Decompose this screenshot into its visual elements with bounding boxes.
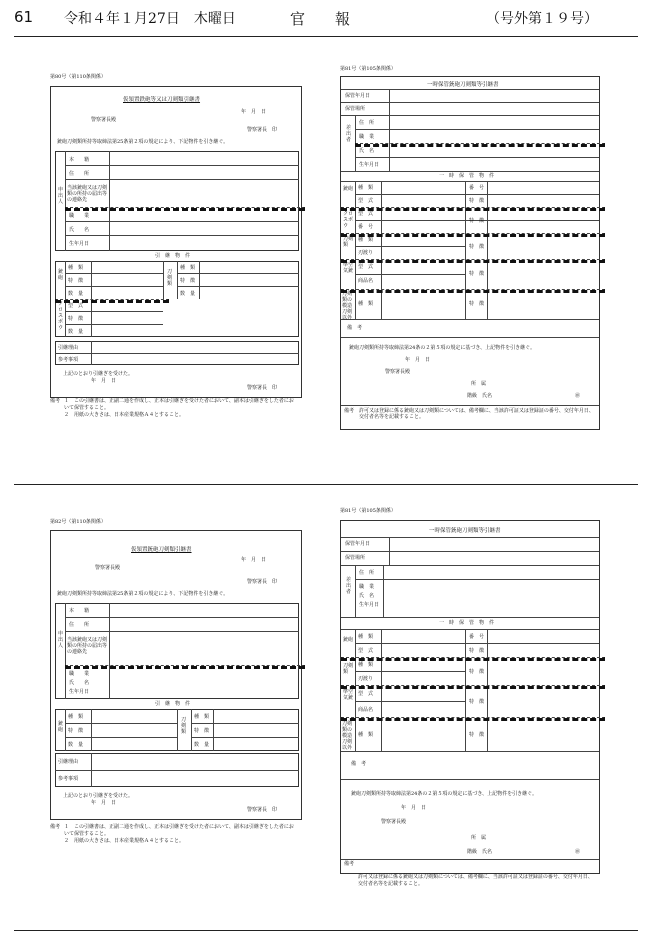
receipt-date: 年 月 日 (91, 378, 117, 384)
item-label: 種 類 (358, 634, 374, 640)
item-label: 種 類 (68, 265, 84, 271)
form-number: 第81号（第105条関係） (340, 508, 396, 514)
form-title: 仮領置鉄砲等又は刀剣類引継書 (123, 97, 201, 103)
note-label: 備考 (50, 824, 61, 830)
row-label: 保管場所 (345, 555, 366, 561)
item-label: 種 類 (358, 185, 374, 191)
date-line: 年 月 日 (401, 805, 427, 811)
receipt-sign: 警察署長 印 (247, 807, 278, 813)
category-crossbow: クロスボウ (58, 301, 64, 331)
reason-label: 引継理由 (58, 345, 79, 351)
person-label: 生年月日 (359, 602, 380, 608)
receipt-sign: 警察署長 印 (247, 385, 278, 391)
person-label: 職 業 (359, 584, 375, 590)
remarks-label: 参考事項 (58, 776, 79, 782)
category: 銃砲 (343, 186, 354, 192)
row-label: 職 業 (69, 213, 90, 219)
item-label: 種 類 (194, 714, 210, 720)
item-label: 特 徴 (469, 271, 485, 277)
date-line: 年 月 日 (241, 109, 267, 115)
note-2: ２ 用紙の大きさは、日本産業規格Ａ４とすること。 (64, 838, 185, 844)
item-label: 商品名 (358, 707, 374, 713)
person-label: 職 業 (359, 134, 375, 140)
addressee: 警察署長殿 (385, 369, 411, 375)
applicant-label: 申出人 (58, 187, 64, 205)
item-label: 種 類 (358, 237, 374, 243)
receipt-text: 上記のとおり引継ぎを受けた。 (63, 371, 134, 377)
items-header: 一 時 保 管 物 件 (439, 620, 495, 626)
items-header: 一 時 保 管 物 件 (439, 173, 495, 179)
category-firearm: 銃砲 (58, 721, 64, 733)
category: 刀剣類 (343, 663, 354, 675)
receipt-date: 年 月 日 (91, 800, 117, 806)
item-label: 型 式 (358, 211, 374, 217)
item-label: 特 徴 (68, 278, 84, 284)
remarks-label: 参考事項 (58, 357, 79, 363)
row-label: 住 所 (69, 622, 90, 628)
person-label: 氏 名 (359, 593, 375, 599)
statement: 銃砲刀剣類所持等取締法第25条第２項の規定により、下記物件を引き継ぐ。 (57, 591, 229, 597)
row-label: 保管年月日 (345, 93, 371, 99)
bottom-rule (14, 930, 638, 931)
row-label: 保管年月日 (345, 541, 371, 547)
item-label: 特 徴 (469, 301, 485, 307)
item-label: 数 量 (194, 742, 210, 748)
category: 刀剣類 (343, 236, 354, 248)
row-label: 当該銃砲又は刀剣類の所持の届出等の連絡先 (67, 185, 108, 203)
item-label: 番 号 (358, 224, 374, 230)
row-label: 生年月日 (69, 689, 90, 695)
item-label: 刃渡り (358, 250, 374, 256)
note-label: 備考 (344, 861, 355, 867)
row-label: 生年月日 (69, 241, 90, 247)
person-label: 氏 名 (359, 148, 375, 154)
receipt-text: 上記のとおり引継ぎを受けた。 (63, 793, 134, 799)
item-label: 種 類 (358, 662, 374, 668)
addressee: 警察署長殿 (381, 819, 407, 825)
date-line: 年 月 日 (241, 557, 267, 563)
form-number: 第80号（第110条関係） (50, 74, 106, 80)
statement: 銃砲刀剣類所持等取締法第24条の２第５項の規定に基づき、上記物件を引き継ぐ。 (351, 791, 538, 797)
item-label: 数 量 (180, 291, 196, 297)
addressee: 警察署長殿 (91, 117, 117, 123)
submitter-label: 差出者 (346, 577, 352, 595)
applicant-label: 申出人 (58, 631, 64, 649)
item-label: 番 号 (469, 185, 485, 191)
item-label: 型 式 (68, 303, 84, 309)
sender: 警察署長 印 (247, 579, 278, 585)
item-label: 特 徴 (469, 669, 485, 675)
office: 所 属 (471, 835, 487, 841)
form-title: 一時保管銃砲刀剣類等引継書 (429, 528, 501, 534)
reason-label: 引継理由 (58, 759, 79, 765)
note-2: ２ 用紙の大きさは、日本産業規格Ａ４とすること。 (64, 412, 185, 418)
item-label: 型 式 (358, 691, 374, 697)
note-label: 備考 (344, 408, 355, 414)
row-label: 住 所 (69, 171, 90, 177)
note-1: １ この引継書は、正副二通を作成し、正本は引継ぎを受けた者において、副本は引継ぎをした者において保管すること。 (64, 398, 294, 411)
form-number: 第82号（第110条関係） (50, 519, 106, 525)
person-label: 住 所 (359, 120, 375, 126)
form-title: 一時保管銃砲刀剣類等引継書 (427, 82, 499, 88)
category: 準空気銃 (343, 262, 354, 274)
item-label: 型 式 (358, 648, 374, 654)
gazette-title: 官 報 (290, 10, 351, 28)
row-label: 当該銃砲又は刀剣類の所持の届出等の連絡先 (67, 637, 108, 655)
category: 銃砲 (343, 637, 354, 643)
statement: 銃砲刀剣類所持等取締法第24条の２第５項の規定に基づき、上記物件を引き継ぐ。 (349, 345, 536, 351)
row-label: 本 籍 (69, 157, 90, 163)
item-label: 特 徴 (469, 218, 485, 224)
item-label: 種 類 (68, 714, 84, 720)
item-label: 番 号 (469, 634, 485, 640)
item-label: 数 量 (68, 742, 84, 748)
remarks-label: 備 考 (351, 761, 367, 767)
category-sword: 刀剣類 (181, 717, 187, 735)
submitter-label: 差出者 (346, 125, 352, 143)
form-number: 第81号（第105条関係） (340, 66, 396, 72)
person-label: 生年月日 (359, 162, 380, 168)
form-frame (340, 520, 600, 874)
row-label: 職 業 (69, 671, 90, 677)
form-title: 仮領置銃砲刀剣類引継書 (131, 547, 192, 553)
form-frame (50, 86, 302, 398)
note-1: １ この引継書は、正副二通を作成し、正本は引継ぎを受けた者において、副本は引継ぎをした者において保管すること。 (64, 824, 294, 837)
item-label: 種 類 (358, 732, 374, 738)
rank-name: 階級 氏名 (467, 849, 493, 855)
category: 準空気銃 (343, 689, 354, 701)
item-label: 特 徴 (469, 732, 485, 738)
row-label: 本 籍 (69, 608, 90, 614)
item-label: 種 類 (358, 301, 374, 307)
seal-mark: ㊞ (575, 393, 581, 399)
category: 刀剣類の模造刀剣以外 (342, 721, 353, 751)
issue-date: 令和４年１月27日 木曜日 (64, 11, 236, 27)
item-label: 数 量 (68, 291, 84, 297)
row-label: 氏 名 (69, 680, 90, 686)
category-firearm: 銃砲 (58, 269, 64, 281)
items-header: 引 継 物 件 (155, 701, 191, 707)
date-line: 年 月 日 (405, 357, 431, 363)
category-sword: 刀剣類 (167, 269, 173, 287)
addressee: 警察署長殿 (95, 565, 121, 571)
form-frame (340, 76, 600, 430)
item-label: 特 徴 (68, 728, 84, 734)
sender: 警察署長 印 (247, 127, 278, 133)
page-number: 61 (14, 8, 34, 26)
item-label: 特 徴 (469, 648, 485, 654)
office: 所 属 (471, 381, 487, 387)
item-label: 特 徴 (469, 699, 485, 705)
issue-number: （号外第１９号） (486, 11, 598, 27)
row-label: 氏 名 (69, 227, 90, 233)
category: 刀剣類の模造刀剣以外 (342, 291, 353, 321)
item-label: 特 徴 (469, 244, 485, 250)
page-header (0, 6, 652, 30)
note: 許可又は登録に係る銃砲又は刀剣類については、備考欄に、当該許可証又は登録証の番号、交付年月日、交付者名等を記載すること。 (358, 874, 593, 887)
item-label: 商品名 (358, 278, 374, 284)
item-label: 刃渡り (358, 676, 374, 682)
item-label: 型 式 (358, 198, 374, 204)
row-label: 保管場所 (345, 106, 366, 112)
form-frame (50, 530, 302, 820)
item-label: 特 徴 (469, 198, 485, 204)
seal-mark: ㊞ (575, 849, 581, 855)
item-label: 数 量 (68, 329, 84, 335)
middle-rule (14, 484, 638, 485)
category: クロスボウ (343, 211, 354, 229)
statement: 銃砲刀剣類所持等取締法第25条第２項の規定により、下記物件を引き継ぐ。 (57, 139, 229, 145)
item-label: 特 徴 (194, 728, 210, 734)
note-label: 備考 (50, 398, 61, 404)
items-header: 引 継 物 件 (155, 253, 191, 259)
item-label: 特 徴 (68, 316, 84, 322)
remarks-label: 備 考 (347, 325, 363, 331)
note: 許可又は登録に係る銃砲又は刀剣類については、備考欄に、当該許可証又は登録証の番号、交付年月日、交付者名等を記載すること。 (359, 408, 594, 420)
item-label: 種 類 (180, 265, 196, 271)
item-label: 特 徴 (180, 278, 196, 284)
item-label: 型 式 (358, 264, 374, 270)
header-rule (14, 36, 638, 37)
person-label: 住 所 (359, 570, 375, 576)
rank-name: 階級 氏名 (467, 393, 493, 399)
